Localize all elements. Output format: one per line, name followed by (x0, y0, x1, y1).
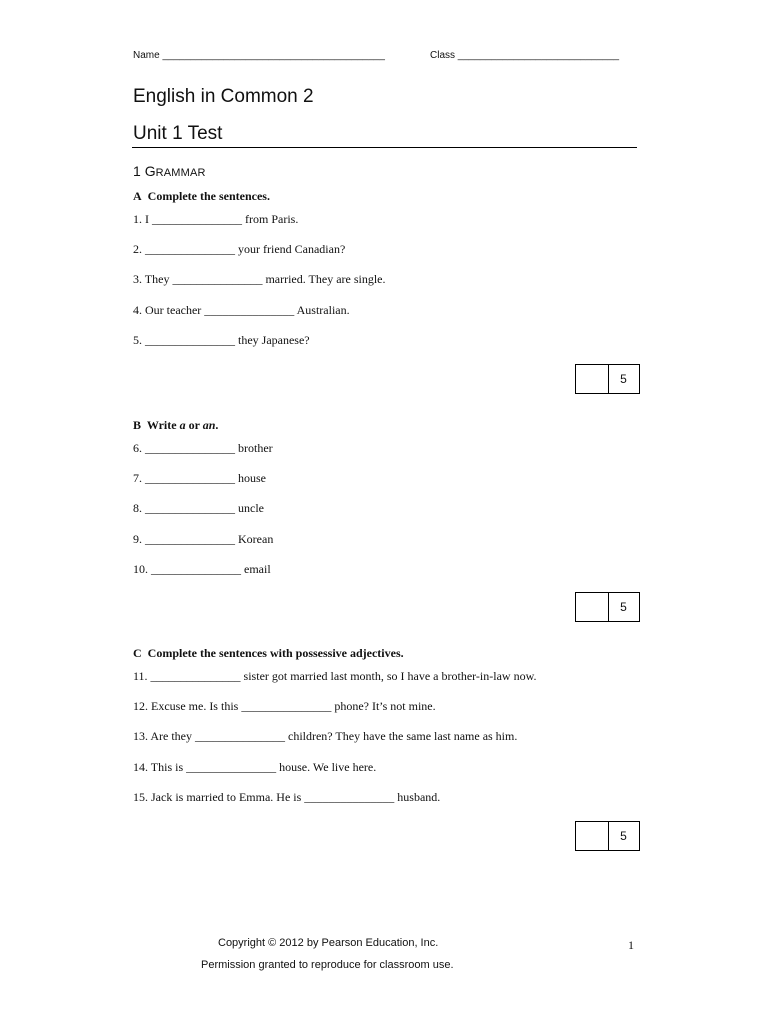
score-total-a: 5 (620, 372, 627, 386)
page-number: 1 (628, 938, 634, 952)
section-number: 1 (133, 163, 141, 179)
question-3: 3. They _______________ married. They are single. (133, 272, 386, 286)
name-field (133, 50, 385, 61)
score-box-b (575, 592, 640, 622)
score-total-c: 5 (620, 829, 627, 843)
question-13: 13. Are they _______________ children? They have the same last name as him. (133, 729, 518, 743)
name-blank: ________________________________________ (162, 50, 385, 61)
copyright-notice: Copyright © 2012 by Pearson Education, Inc. (218, 937, 439, 949)
question-9: 9. _______________ Korean (133, 532, 274, 546)
name-label: Name (133, 50, 160, 61)
question-14: 14. This is _______________ house. We live here. (133, 760, 377, 774)
question-10: 10. _______________ email (133, 562, 271, 576)
part-a-instruction (133, 189, 270, 204)
part-a-letter: A (133, 189, 142, 203)
permission-notice: Permission granted to reproduce for classroom use. (201, 959, 454, 971)
part-c-letter: C (133, 646, 142, 660)
section-initial: G (144, 163, 156, 179)
question-15: 15. Jack is married to Emma. He is _______________ husband. (133, 790, 441, 804)
score-box-c (575, 821, 640, 851)
part-b-or: or (188, 418, 200, 432)
question-4: 4. Our teacher _______________ Australian. (133, 303, 350, 317)
part-b-instruction (133, 418, 218, 433)
score-box-a (575, 364, 640, 394)
question-6: 6. _______________ brother (133, 441, 273, 455)
title-divider (132, 147, 637, 148)
question-7: 7. _______________ house (133, 471, 266, 485)
score-entry-b (576, 593, 609, 621)
score-entry-c (576, 822, 609, 850)
section-heading (133, 163, 206, 179)
class-field (430, 50, 619, 61)
part-b-letter: B (133, 418, 142, 432)
question-12: 12. Excuse me. Is this _______________ phone? It’s not mine. (133, 699, 436, 713)
part-b-option-an: an (202, 418, 216, 432)
part-c-instruction (133, 646, 404, 661)
part-b-period: . (215, 418, 219, 432)
part-b-option-a: a (179, 418, 186, 432)
question-5: 5. _______________ they Japanese? (133, 333, 310, 347)
question-11: 11. _______________ sister got married last month, so I have a brother-in-law now. (133, 669, 537, 683)
section-rest: RAMMAR (155, 167, 206, 179)
test-title: Unit 1 Test (133, 123, 223, 144)
question-8: 8. _______________ uncle (133, 501, 264, 515)
part-b-text: Write (146, 418, 177, 432)
book-title: English in Common 2 (133, 86, 314, 107)
score-total-b: 5 (620, 600, 627, 614)
question-1: 1. I _______________ from Paris. (133, 212, 299, 226)
score-entry-a (576, 365, 609, 393)
class-blank: _____________________________ (457, 50, 620, 61)
question-2: 2. _______________ your friend Canadian? (133, 242, 346, 256)
class-label: Class (430, 50, 456, 61)
part-c-text: Complete the sentences with possessive adjectives. (147, 646, 404, 660)
part-a-text: Complete the sentences. (147, 189, 270, 203)
